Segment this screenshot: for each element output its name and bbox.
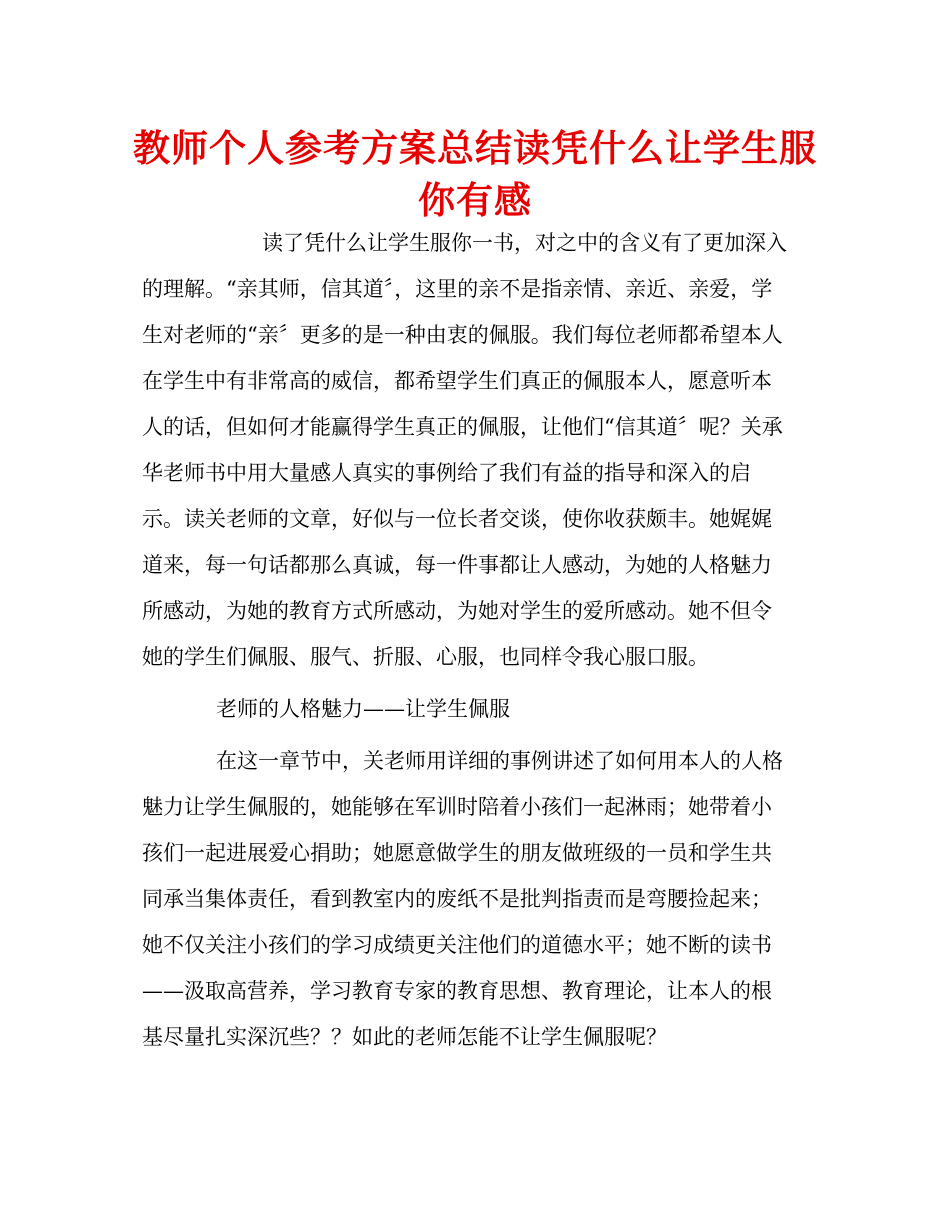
paragraph-2-line-2: 魅力让学生佩服的，她能够在军训时陪着小孩们一起淋雨；她带着小: [142, 795, 772, 819]
paragraph-1-line-3: 生对老师的“亲〞更多的是一种由衷的佩服。我们每位老师都希望本人: [142, 323, 783, 347]
paragraph-2-line-6: ——汲取高营养，学习教育专家的教育思想、教育理论，让本人的根: [142, 979, 772, 1003]
paragraph-1-line-7: 示。读关老师的文章，好似与一位长者交谈，使你收获颇丰。她娓娓: [142, 507, 772, 531]
title-line-2: 你有感: [418, 178, 532, 222]
paragraph-1-line-8: 道来，每一句话都那么真诚，每一件事都让人感动，为她的人格魅力: [142, 553, 772, 577]
document-title: [100, 122, 850, 226]
title-line-1: 教师个人参考方案总结读凭什么让学生服: [133, 126, 817, 170]
paragraph-2-line-3: 孩们一起进展爱心捐助；她愿意做学生的朋友做班级的一员和学生共: [142, 841, 772, 865]
paragraph-1-line-6: 华老师书中用大量感人真实的事例给了我们有益的指导和深入的启: [142, 461, 751, 485]
paragraph-1-line-2: 的理解。“亲其师，信其道〞，这里的亲不是指亲情、亲近、亲爱，学: [142, 277, 773, 301]
paragraph-1-line-9: 所感动，为她的教育方式所感动，为她对学生的爱所感动。她不但令: [142, 599, 772, 623]
paragraph-1-line-10: 她的学生们佩服、服气、折服、心服，也同样令我心服口服。: [142, 645, 709, 669]
paragraph-1-line-4: 在学生中有非常高的威信，都希望学生们真正的佩服本人，愿意听本: [142, 369, 772, 393]
paragraph-2-line-5: 她不仅关注小孩们的学习成绩更关注他们的道德水平；她不断的读书: [142, 933, 772, 957]
paragraph-2-line-4: 同承当集体责任，看到教室内的废纸不是批判指责而是弯腰捡起来；: [142, 887, 772, 911]
paragraph-2-line-1: 在这一章节中，关老师用详细的事例讲述了如何用本人的人格: [216, 749, 783, 773]
paragraph-1-line-5: 人的话，但如何才能赢得学生真正的佩服，让他们“信其道〞呢？关承: [142, 415, 783, 439]
paragraph-2-line-7: 基尽量扎实深沉些？？如此的老师怎能不让学生佩服呢？: [142, 1025, 667, 1049]
paragraph-1-line-1: 读了凭什么让学生服你一书，对之中的含义有了更加深入: [262, 231, 787, 255]
section-heading: 老师的人格魅力——让学生佩服: [216, 697, 510, 721]
